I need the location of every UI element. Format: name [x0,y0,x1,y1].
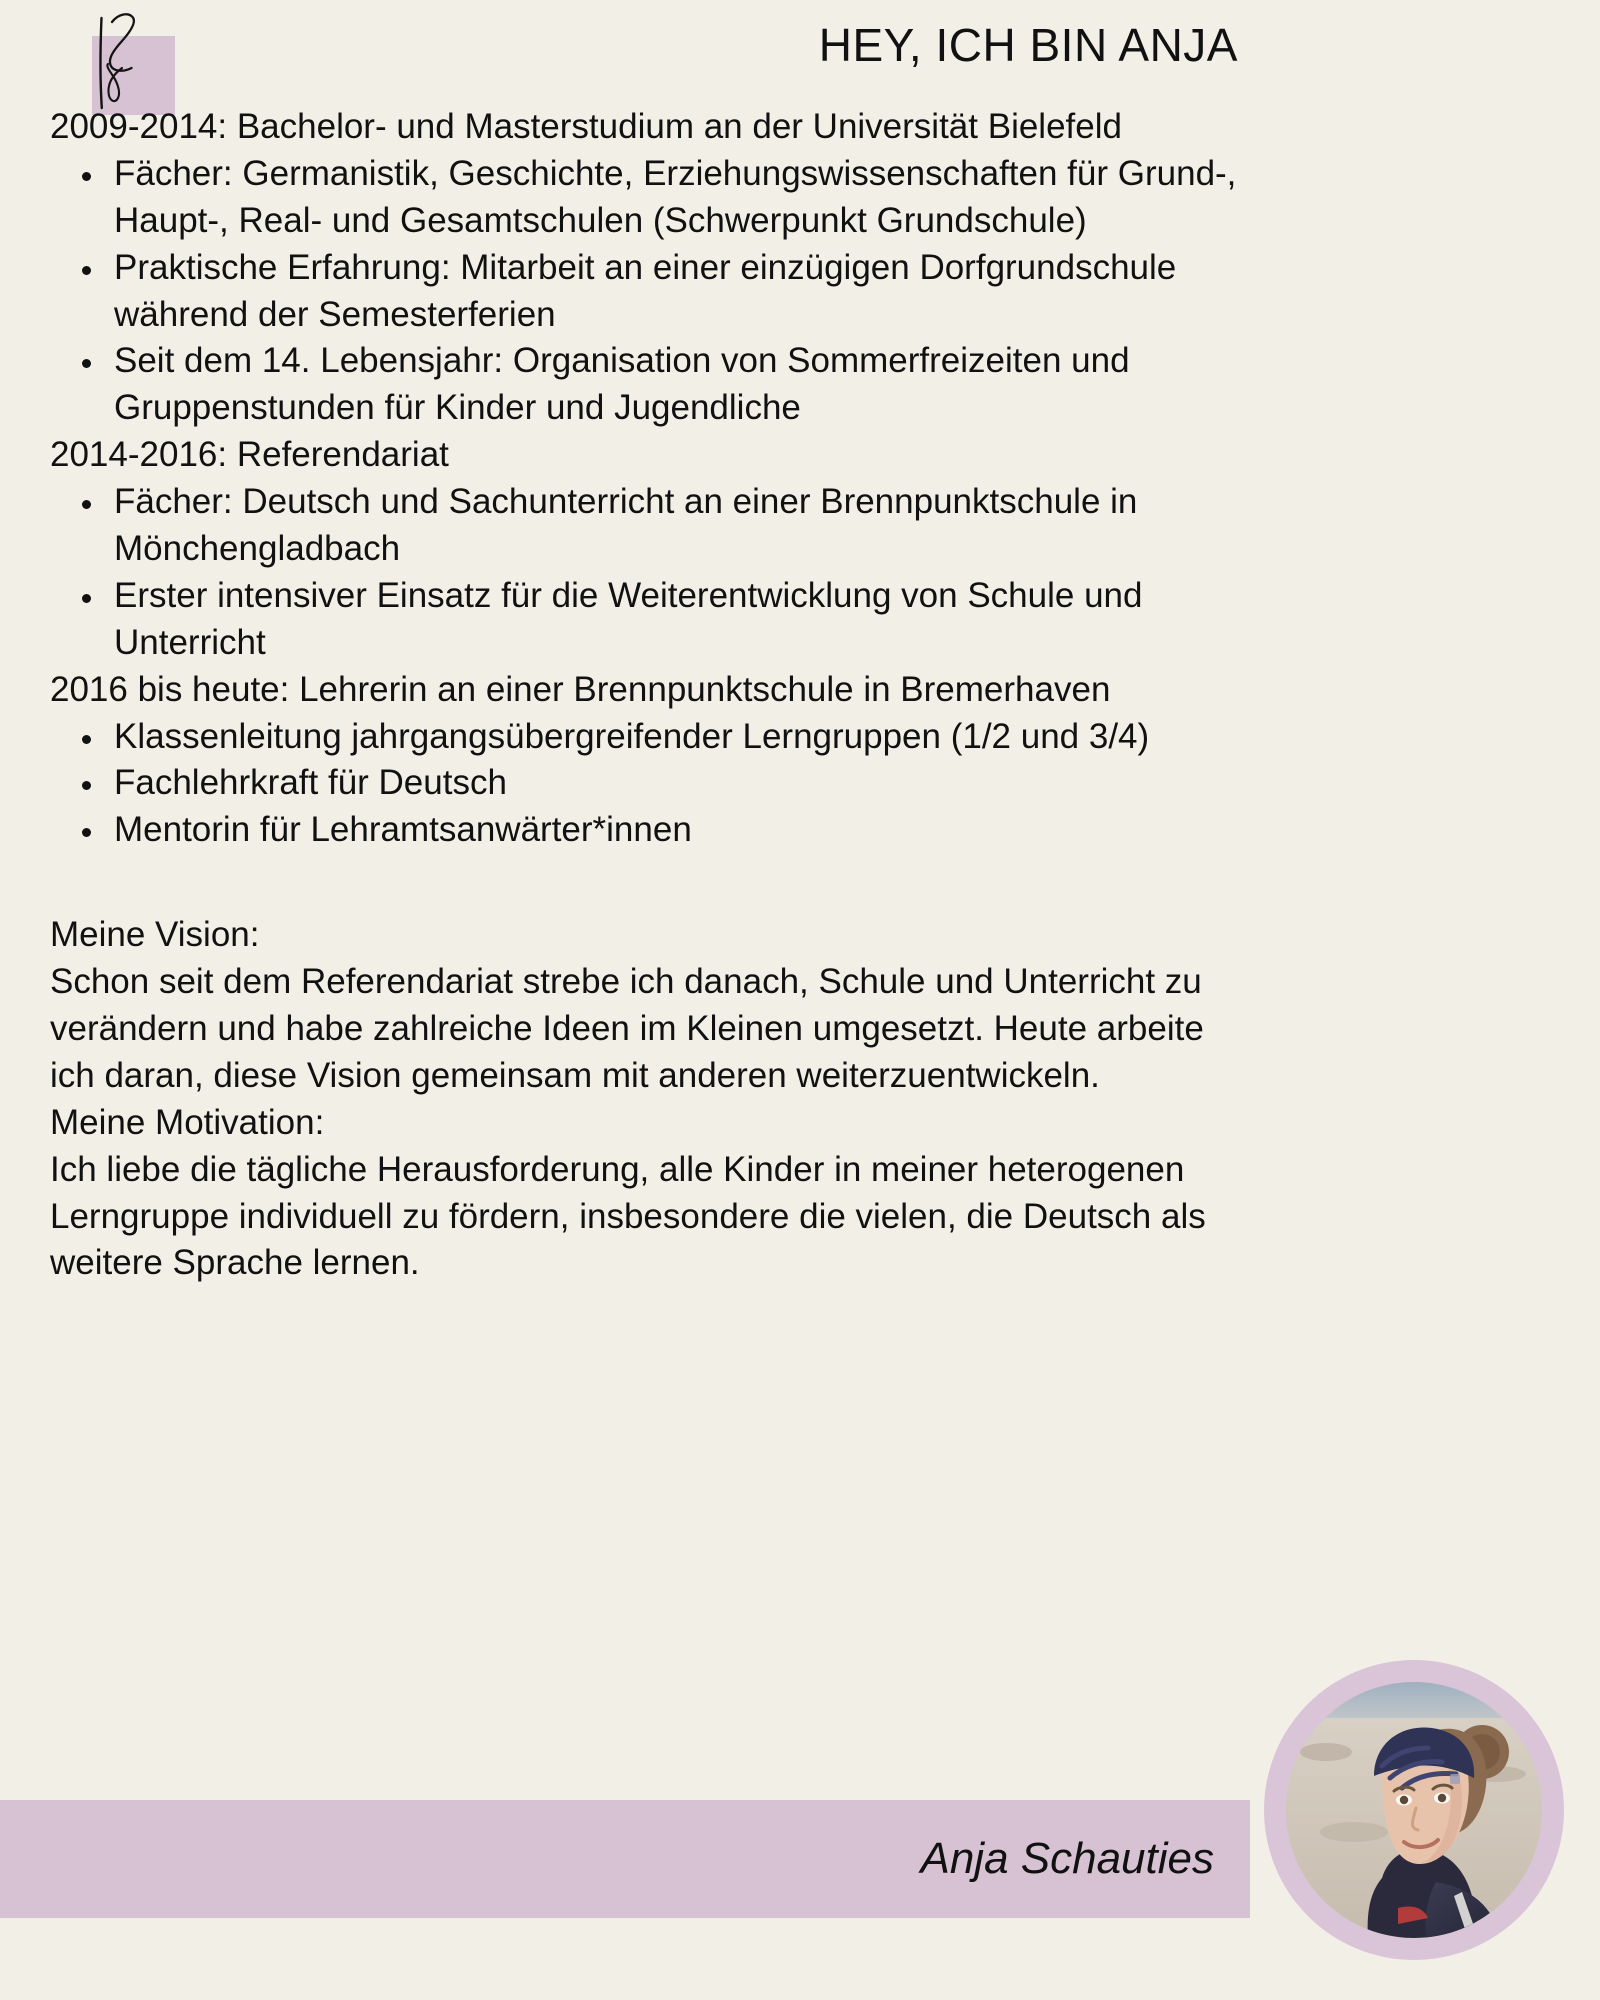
list-item: Seit dem 14. Lebensjahr: Organisation von Sommerfreizeiten und Gruppenstunden für Kinder und Jugendliche [50,338,1245,432]
list-item: Erster intensiver Einsatz für die Weiterentwicklung von Schule und Unterricht [50,573,1245,667]
list-item: Fächer: Germanistik, Geschichte, Erziehungswissenschaften für Grund-, Haupt-, Real- und Gesamtschulen (Schwerpunkt Grundschule) [50,151,1245,245]
logo [70,8,180,113]
cv-bullets-2016-heute [50,714,1245,855]
monogram-icon [70,8,180,113]
footer-bar [0,1800,1250,1918]
list-item: Fächer: Deutsch und Sachunterricht an einer Brennpunktschule in Mönchengladbach [50,479,1245,573]
header [0,0,1250,110]
author-name: Anja Schauties [920,1834,1214,1883]
list-item: Mentorin für Lehramtsanwärter*innen [50,807,1245,854]
vision-label: Meine Vision: [50,915,260,955]
vision-text: Schon seit dem Referendariat strebe ich danach, Schule und Unterricht zu verändern und habe zahlreiche Ideen im Kleinen umgesetzt. Heute arbeite ich daran, diese Vision gemeinsam mit anderen weiterzuentwickeln. [50,962,1204,1095]
cv-bullets-2014-2016 [50,479,1245,667]
list-item: Fachlehrkraft für Deutsch [50,760,1245,807]
cv-heading-2014-2016: 2014-2016: Referendariat [50,435,449,475]
list-item: Klassenleitung jahrgangsübergreifender Lerngruppen (1/2 und 3/4) [50,714,1245,761]
cv-bullets-2009-2014 [50,151,1245,432]
list-item: Praktische Erfahrung: Mitarbeit an einer einzügigen Dorfgrundschule während der Semesterferien [50,245,1245,339]
motivation-label: Meine Motivation: [50,1102,325,1142]
motivation-text: Ich liebe die tägliche Herausforderung, alle Kinder in meiner heterogenen Lerngruppe individuell zu fördern, insbesondere die vielen, die Deutsch als weitere Sprache lernen. [50,1149,1206,1283]
portrait [1264,1660,1564,2000]
cv-heading-2016-heute: 2016 bis heute: Lehrerin an einer Brennpunktschule in Bremerhaven [50,669,1111,709]
page-title: HEY, ICH BIN ANJA [818,19,1238,71]
spacer [50,854,1245,912]
avatar [1286,1682,1542,1938]
portrait-illustration [1286,1682,1542,1938]
cv-heading-2009-2014: 2009-2014: Bachelor- und Masterstudium an der Universität Bielefeld [50,107,1122,146]
content-body [50,104,1245,1287]
